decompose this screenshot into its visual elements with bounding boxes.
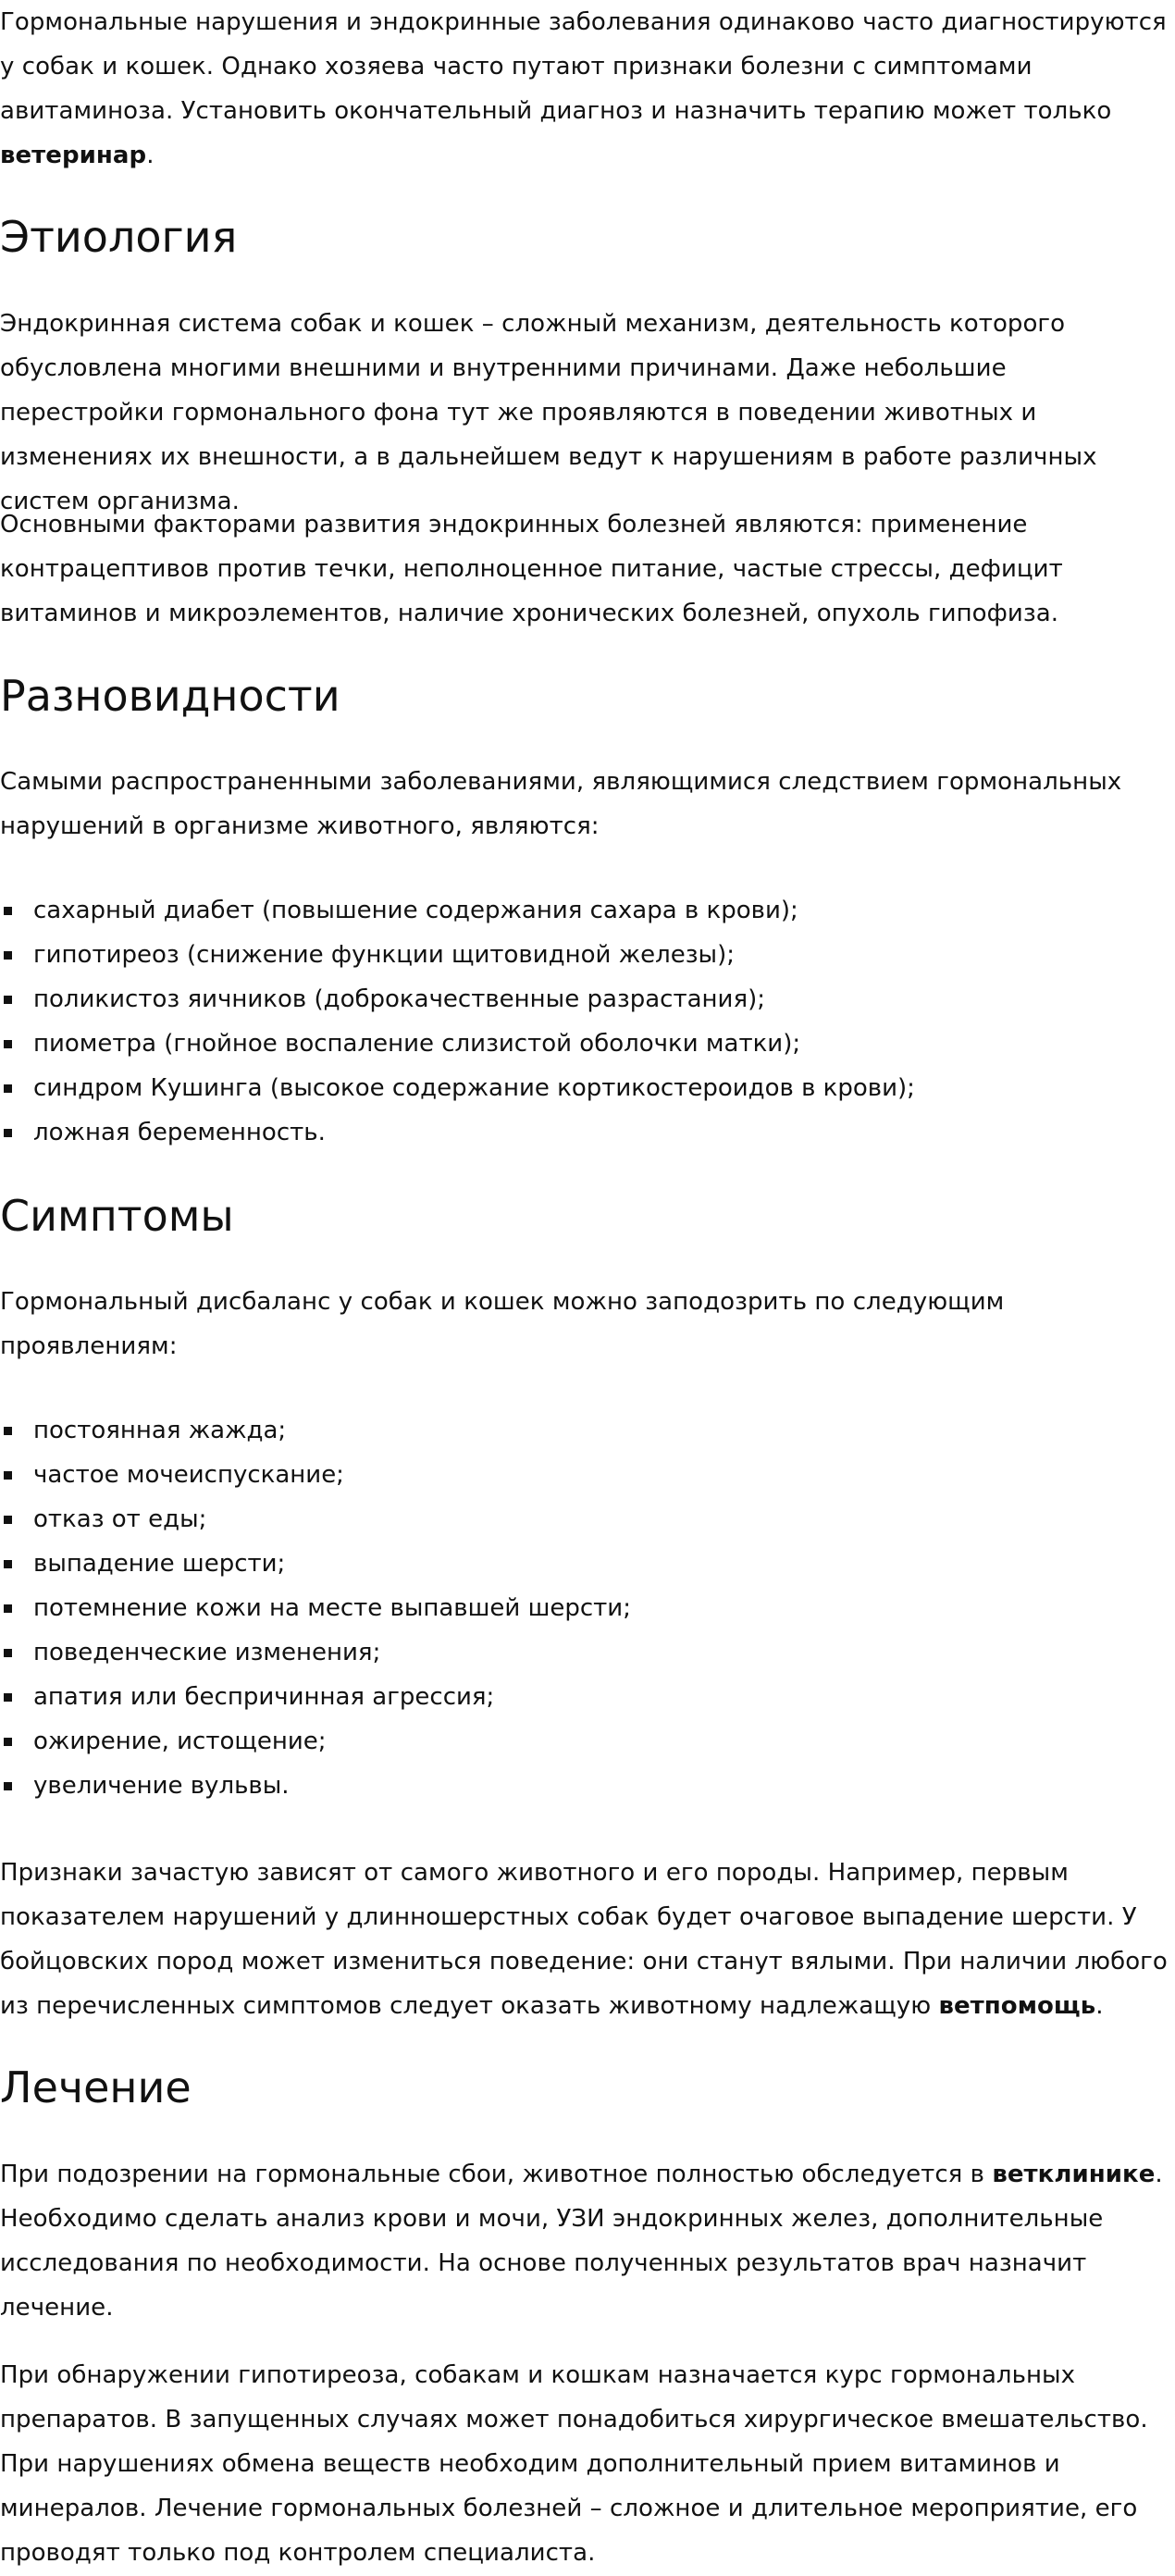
square-bullet-icon bbox=[4, 1604, 12, 1613]
list-item-text: пиометра (гнойное воспаление слизистой оболочки матки); bbox=[33, 1030, 801, 1058]
square-bullet-icon bbox=[4, 951, 12, 960]
heading-etiology: Этиология bbox=[0, 212, 238, 262]
list-item-text: гипотиреоз (снижение функции щитовидной железы); bbox=[33, 941, 735, 969]
square-bullet-icon bbox=[4, 1693, 12, 1702]
list-item bbox=[0, 1764, 1166, 1808]
list-item bbox=[0, 1066, 1166, 1110]
symptoms-list bbox=[0, 1408, 1166, 1808]
list-item bbox=[0, 1408, 1166, 1453]
square-bullet-icon bbox=[4, 1040, 12, 1048]
list-item bbox=[0, 1497, 1166, 1542]
list-item-text: ложная беременность. bbox=[33, 1119, 326, 1146]
vetclinic-link: ветклинике bbox=[992, 2161, 1156, 2188]
list-item-text: поликистоз яичников (доброкачественные разрастания); bbox=[33, 985, 765, 1013]
list-item bbox=[0, 977, 1166, 1022]
list-item bbox=[0, 1542, 1166, 1586]
list-item-text: увеличение вульвы. bbox=[33, 1772, 290, 1800]
square-bullet-icon bbox=[4, 1516, 12, 1524]
list-item-text: потемнение кожи на месте выпавшей шерсти; bbox=[33, 1594, 631, 1622]
list-item bbox=[0, 1675, 1166, 1719]
square-bullet-icon bbox=[4, 1084, 12, 1093]
heading-symptoms: Симптомы bbox=[0, 1191, 234, 1241]
types-list bbox=[0, 888, 1166, 1155]
symptoms-outro-paragraph: Признаки зачастую зависят от самого животного и его породы. Например, первым показателем нарушений у длинношерстных собак будет очаговое выпадение шерсти. У бойцовских пород может измениться поведение: они станут вялыми. При наличии любого из перечисленных симптомов следует оказать животному надлежащую ветпомощь. bbox=[0, 1859, 1168, 2020]
list-item-text: отказ от еды; bbox=[33, 1505, 207, 1533]
list-item-text: частое мочеиспускание; bbox=[33, 1461, 344, 1489]
list-item-text: синдром Кушинга (высокое содержание кортикостероидов в крови); bbox=[33, 1074, 915, 1102]
heading-treatment: Лечение bbox=[0, 2062, 192, 2112]
square-bullet-icon bbox=[4, 1129, 12, 1137]
square-bullet-icon bbox=[4, 1471, 12, 1480]
square-bullet-icon bbox=[4, 1782, 12, 1790]
square-bullet-icon bbox=[4, 1560, 12, 1568]
square-bullet-icon bbox=[4, 907, 12, 915]
square-bullet-icon bbox=[4, 1427, 12, 1435]
square-bullet-icon bbox=[4, 1738, 12, 1746]
list-item bbox=[0, 1110, 1166, 1155]
vethelp-link: ветпомощь bbox=[938, 1992, 1096, 2020]
square-bullet-icon bbox=[4, 996, 12, 1004]
intro-paragraph: Гормональные нарушения и эндокринные заболевания одинаково часто диагностируются у собак и кошек. Однако хозяева часто путают признаки болезни с симптомами авитаминоза. Установить окончательный диагноз и назначить терапию может только ветеринар. bbox=[0, 8, 1167, 169]
symptoms-intro: Гормональный дисбаланс у собак и кошек можно заподозрить по следующим проявлениям: bbox=[0, 1288, 1005, 1360]
list-item bbox=[0, 888, 1166, 933]
vet-link: ветеринар bbox=[0, 142, 147, 169]
list-item bbox=[0, 1586, 1166, 1630]
list-item bbox=[0, 1022, 1166, 1066]
list-item-text: апатия или беспричинная агрессия; bbox=[33, 1683, 495, 1711]
heading-types: Разновидности bbox=[0, 671, 340, 721]
list-item-text: постоянная жажда; bbox=[33, 1417, 287, 1444]
list-item bbox=[0, 1453, 1166, 1497]
treatment-paragraph-2: При обнаружении гипотиреоза, собакам и кошкам назначается курс гормональных препаратов. В запущенных случаях может понадобиться хирургическое вмешательство. При нарушениях обмена веществ необходим дополнительный прием витаминов и минералов. Лечение гормональных болезней – сложное и длительное мероприятие, его проводят только под контролем специалиста. bbox=[0, 2361, 1148, 2567]
square-bullet-icon bbox=[4, 1649, 12, 1657]
list-item bbox=[0, 1630, 1166, 1675]
etiology-paragraph-1: Эндокринная система собак и кошек – сложный механизм, деятельность которого обусловлена многими внешними и внутренними причинами. Даже небольшие перестройки гормонального фона тут же проявляются в поведении животных и изменениях их внешности, а в дальнейшем ведут к нарушениям в работе различных систем организма. bbox=[0, 310, 1097, 515]
treatment-paragraph-1: При подозрении на гормональные сбои, животное полностью обследуется в ветклинике. Необходимо сделать анализ крови и мочи, УЗИ эндокринных желез, дополнительные исследования по необходимости. На основе полученных результатов врач назначит лечение. bbox=[0, 2161, 1163, 2322]
list-item-text: выпадение шерсти; bbox=[33, 1550, 286, 1578]
list-item-text: сахарный диабет (повышение содержания сахара в крови); bbox=[33, 897, 798, 924]
list-item bbox=[0, 933, 1166, 977]
list-item-text: поведенческие изменения; bbox=[33, 1639, 381, 1666]
types-intro: Самыми распространенными заболеваниями, являющимися следствием гормональных нарушений в организме животного, являются: bbox=[0, 768, 1122, 840]
etiology-paragraph-2: Основными факторами развития эндокринных болезней являются: применение контрацептивов против течки, неполноценное питание, частые стрессы, дефицит витаминов и микроэлементов, наличие хронических болезней, опухоль гипофиза. bbox=[0, 511, 1063, 627]
list-item bbox=[0, 1719, 1166, 1764]
list-item-text: ожирение, истощение; bbox=[33, 1728, 327, 1755]
